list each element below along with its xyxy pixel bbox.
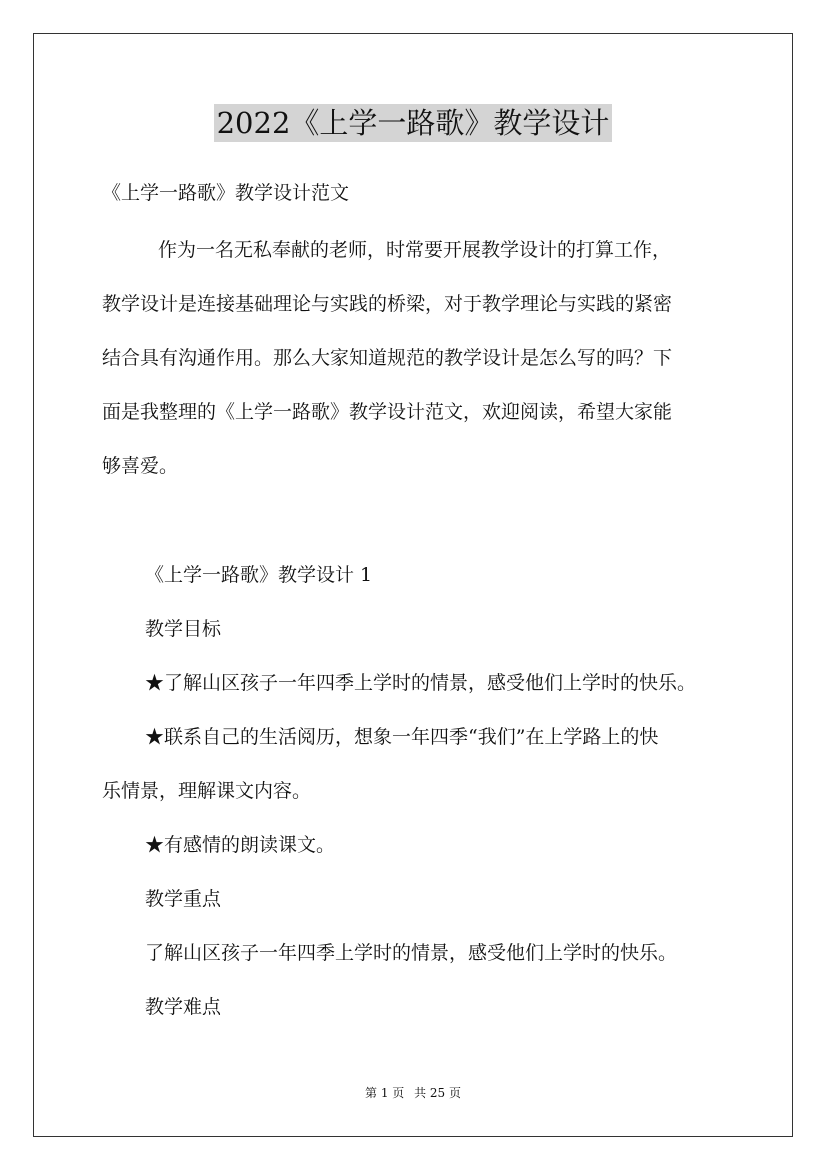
intro-line: 结合具有沟通作用。那么大家知道规范的教学设计是怎么写的吗？下 xyxy=(102,347,673,369)
intro-line: 作为一名无私奉献的老师，时常要开展教学设计的打算工作， xyxy=(158,239,672,261)
difficulties-heading: 教学难点 xyxy=(145,996,222,1018)
title-wrap xyxy=(34,104,792,142)
page-total: 共 25 页 xyxy=(414,1086,461,1100)
goal-item: ★有感情的朗读课文。 xyxy=(145,834,336,856)
section-heading: 《上学一路歌》教学设计 1 xyxy=(145,564,373,586)
intro-line: 面是我整理的《上学一路歌》教学设计范文，欢迎阅读，希望大家能 xyxy=(102,401,673,423)
goals-heading: 教学目标 xyxy=(145,618,222,640)
intro-line: 够喜爱。 xyxy=(102,455,179,477)
page-footer xyxy=(34,1086,792,1100)
document-page xyxy=(33,33,793,1137)
intro-line: 教学设计是连接基础理论与实践的桥梁，对于教学理论与实践的紧密 xyxy=(102,293,673,315)
key-points-heading: 教学重点 xyxy=(145,888,222,910)
goal-item-continuation: 乐情景，理解课文内容。 xyxy=(102,780,312,802)
subtitle: 《上学一路歌》教学设计范文 xyxy=(102,182,350,204)
goal-item: ★联系自己的生活阅历，想象一年四季“我们”在上学路上的快 xyxy=(145,726,659,748)
goal-item: ★了解山区孩子一年四季上学时的情景，感受他们上学时的快乐。 xyxy=(145,672,697,694)
document-title: 2022《上学一路歌》教学设计 xyxy=(214,104,613,142)
key-points-text: 了解山区孩子一年四季上学时的情景，感受他们上学时的快乐。 xyxy=(145,942,678,964)
page-number: 第 1 页 xyxy=(365,1086,405,1100)
